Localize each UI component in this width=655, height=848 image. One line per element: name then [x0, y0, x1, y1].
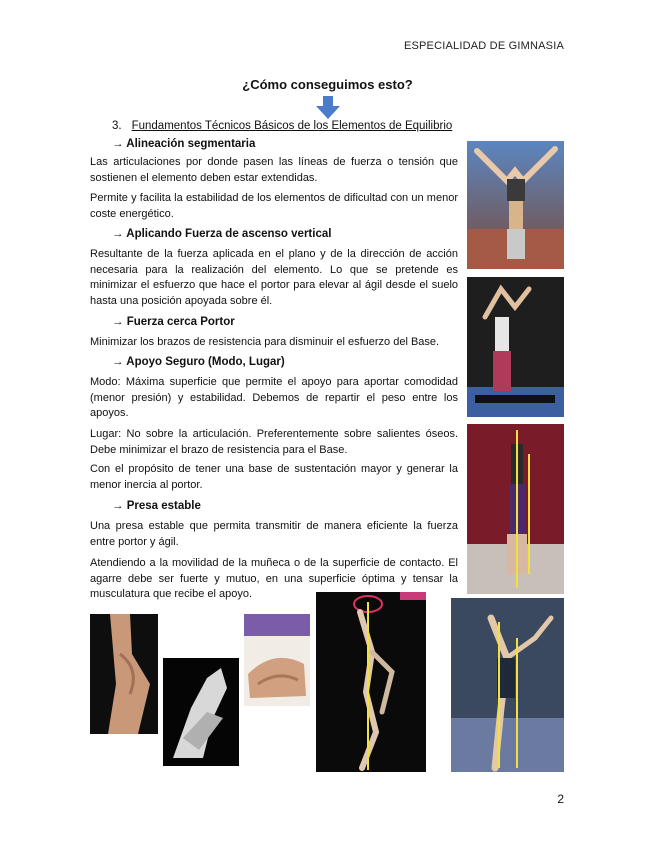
page-question-title: ¿Cómo conseguimos esto? [242, 77, 413, 92]
subheading-aplicando-fuerza: → Aplicando Fuerza de ascenso vertical [112, 228, 332, 240]
page-header: ESPECIALIDAD DE GIMNASIA [403, 40, 564, 52]
paragraph-agarre: Atendiendo a la movilidad de la muñeca o de la superficie de contacto. El agarre debe ser fuerte y mutuo, en una superficie óptima y tensar la musculatura que recibe el apoyo. [90, 557, 458, 600]
paragraph-base-sustentacion: Con el propósito de tener una base de sustentación mayor y generar la menor inercia al portor. [90, 463, 458, 491]
paragraph-apoyo-lugar: Lugar: No sobre la articulación. Preferentemente sobre salientes óseos. Debe minimizar el brazo de resistencia para el Base. [90, 428, 458, 456]
subheading-fuerza-portor: → Fuerza cerca Portor [112, 316, 235, 328]
photo-vertical-balance [316, 592, 426, 772]
section-title: Fundamentos Técnicos Básicos de los Elementos de Equilibrio [131, 120, 453, 132]
subheading-alineacion: → Alineación segmentaria [112, 138, 256, 150]
photo-wrist-grip [90, 614, 158, 734]
page-number: 2 [557, 792, 564, 806]
subheading-apoyo-seguro: → Apoyo Seguro (Modo, Lugar) [112, 356, 285, 368]
section-heading [112, 120, 452, 132]
photo-balance-guide-lines [467, 424, 564, 594]
paragraph-estabilidad: Permite y facilita la estabilidad de los elementos de dificultad con un menor coste energético. [90, 192, 458, 220]
photo-foot-on-hands [244, 614, 310, 706]
paragraph-aplicando-fuerza: Resultante de la fuerza aplicada en el plano y de la dirección de acción necesaria para la realización del elemento. Lo que se pretende es minimizar el esfuerzo que hace el portor para elevar al ágil desde el suelo hasta una posición apoyada sobre él. [90, 248, 458, 307]
photo-balance-lift [467, 277, 564, 417]
photo-hand-grip-bw [163, 658, 239, 766]
section-number: 3. [112, 120, 122, 132]
photo-pair-balance-arena [451, 598, 564, 772]
photo-handstand-pair [467, 141, 564, 269]
paragraph-presa-estable: Una presa estable que permita transmitir de manera eficiente la fuerza entre portor y ágil. [90, 520, 458, 548]
paragraph-apoyo-modo: Modo: Máxima superficie que permite el apoyo para aportar comodidad (menor presión) y estabilidad. Debemos de repartir el peso entre los apoyos. [90, 376, 458, 419]
down-arrow-icon [315, 96, 341, 120]
paragraph-alineacion: Las articulaciones por donde pasen las líneas de fuerza o tensión que sostienen el elemento deben estar extendidas. [90, 156, 458, 184]
subheading-presa-estable: → Presa estable [112, 500, 201, 512]
paragraph-fuerza-portor: Minimizar los brazos de resistencia para disminuir el esfuerzo del Base. [90, 336, 440, 348]
